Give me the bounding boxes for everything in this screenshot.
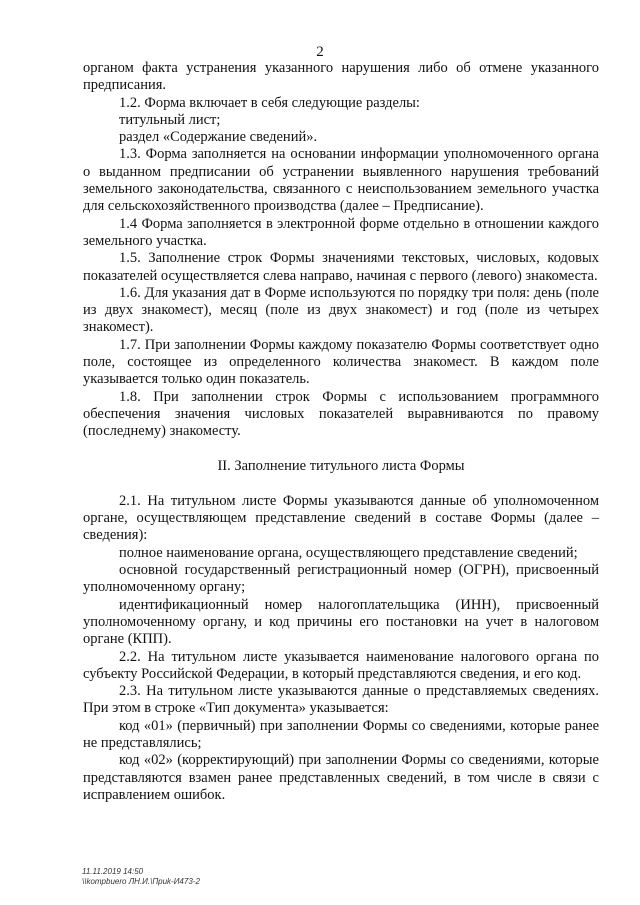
footer-timestamp: 11.11.2019 14:50 xyxy=(82,867,144,876)
paragraph: 1.2. Форма включает в себя следующие разделы: xyxy=(119,94,420,111)
document-body xyxy=(83,60,599,804)
paragraph: органом факта устранения указанного нарушения либо об отмене указанного предписания. xyxy=(83,60,599,94)
document-footer xyxy=(82,867,200,887)
list-item: полное наименование органа, осуществляющего представление сведений; xyxy=(119,544,578,561)
list-item: основной государственный регистрационный номер (ОГРН), присвоенный уполномоченному органу; xyxy=(83,562,599,596)
paragraph: 2.3. На титульном листе указываются данные о представляемых сведениях. При этом в строке «Тип документа» указывается: xyxy=(83,683,599,717)
footer-file-path: \\kompbuero ЛН.И.\Приk-И473-2 xyxy=(82,877,200,886)
paragraph: 1.8. При заполнении строк Формы с использованием программного обеспечения значения числовых показателей выравниваются по правому (последнему) знакоместу. xyxy=(83,388,599,440)
paragraph: 1.5. Заполнение строк Формы значениями текстовых, числовых, кодовых показателей осуществляется слева направо, начиная с первого (левого) знакоместа. xyxy=(83,250,599,284)
paragraph: 2.1. На титульном листе Формы указываются данные об уполномоченном органе, осуществляющем представление сведений в составе Формы (далее – сведения): xyxy=(83,492,599,544)
list-item: код «02» (корректирующий) при заполнении Формы со сведениями, которые представляются взамен ранее представленных сведений, в том числе в связи с исправлением ошибок. xyxy=(83,752,599,803)
paragraph: 1.3. Форма заполняется на основании информации уполномоченного органа о выданном предписании об устранении выявленного нарушения требований земельного законодательства, связанного с неиспользованием земельного участка для сельскохозяйственного производства (далее – Предписание). xyxy=(83,146,599,215)
paragraph: 1.4 Форма заполняется в электронной форме отдельно в отношении каждого земельного участка. xyxy=(83,215,599,249)
section-heading: II. Заполнение титульного листа Формы xyxy=(217,457,465,474)
paragraph: 1.7. При заполнении Формы каждому показателю Формы соответствует одно поле, состоящее из определенного количества знакомест. В каждом поле указывается только один показатель. xyxy=(83,336,599,388)
list-item: титульный лист; xyxy=(119,111,221,128)
list-item: идентификационный номер налогоплательщика (ИНН), присвоенный уполномоченному органу, и код причины его постановки на учет в налоговом органе (КПП). xyxy=(83,596,599,648)
page-number: 2 xyxy=(316,44,324,60)
paragraph: 2.2. На титульном листе указывается наименование налогового органа по субъекту Российской Федерации, в который представляются сведения, и его код. xyxy=(83,648,599,682)
list-item: раздел «Содержание сведений». xyxy=(119,129,318,146)
list-item: код «01» (первичный) при заполнении Формы со сведениями, которые ранее не представлялись; xyxy=(83,717,599,751)
paragraph: 1.6. Для указания дат в Форме используются по порядку три поля: день (поле из двух знакомест), месяц (поле из двух знакомест) и год (поле из четырех знакомест). xyxy=(83,284,599,336)
